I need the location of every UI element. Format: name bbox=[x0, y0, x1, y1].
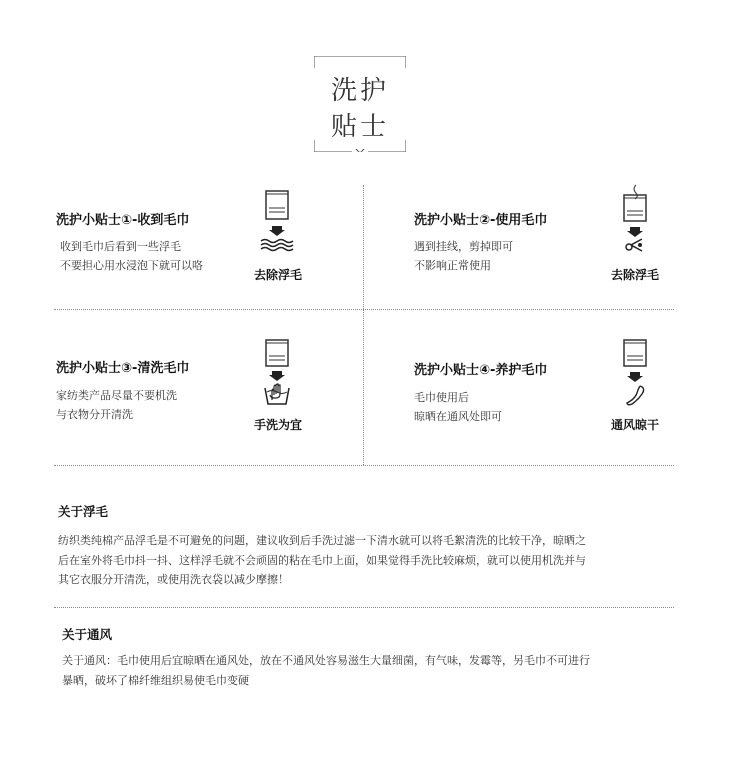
tip-desc-line: 收到毛巾后看到一些浮毛 bbox=[60, 240, 181, 253]
title-frame bbox=[314, 56, 406, 152]
section-line: 关于通风：毛巾使用后宜晾晒在通风处，放在不通风处容易滋生大量细菌，有气味，发霉等，另毛巾不可进行 bbox=[62, 654, 590, 667]
section-body bbox=[62, 651, 682, 690]
section-line: 纺织类纯棉产品浮毛是不可避免的问题，建议收到后手洗过滤一下清水就可以将毛絮清洗的比较干净，晾晒之 bbox=[58, 534, 586, 547]
towel-handwash-icon bbox=[253, 338, 303, 408]
title-line-1: 洗护 bbox=[330, 76, 389, 106]
tip-desc-line: 晾晒在通风处即可 bbox=[414, 410, 502, 423]
tip-title: 洗护小贴士②-使用毛巾 bbox=[414, 213, 548, 228]
section-title: 关于浮毛 bbox=[58, 504, 109, 519]
grid-bottom-divider bbox=[54, 465, 674, 466]
tip-desc-line: 遇到挂线，剪掉即可 bbox=[414, 240, 513, 253]
grid-vertical-divider bbox=[363, 185, 364, 465]
towel-airdry-icon bbox=[610, 338, 660, 408]
tip-desc-line: 毛巾使用后 bbox=[414, 391, 469, 404]
section-line: 暴晒，破坏了棉纤维组织易使毛巾变硬 bbox=[62, 673, 249, 687]
section-title: 关于通风 bbox=[62, 627, 113, 642]
tip-desc-line: 与衣物分开清洗 bbox=[56, 408, 133, 421]
section-line: 后在室外将毛巾抖一抖、这样浮毛就不会顽固的粘在毛巾上面，如果觉得手洗比较麻烦，就可以使用机洗并与 bbox=[58, 553, 586, 567]
towel-water-icon bbox=[253, 186, 303, 256]
tip-desc-line: 不影响正常使用 bbox=[414, 259, 491, 272]
grid-middle-divider bbox=[54, 309, 674, 310]
section-body bbox=[58, 531, 678, 590]
tip-title: 洗护小贴士①-收到毛巾 bbox=[56, 213, 190, 228]
tip-desc-line: 不要担心用水浸泡下就可以咯 bbox=[60, 259, 203, 272]
tip-title: 洗护小贴士③-清洗毛巾 bbox=[56, 361, 190, 376]
icon-label: 手洗为宜 bbox=[253, 418, 302, 432]
section-divider bbox=[54, 607, 674, 608]
icon-label: 去除浮毛 bbox=[610, 268, 659, 282]
tip-title: 洗护小贴士④-养护毛巾 bbox=[414, 363, 548, 378]
towel-scissors-icon bbox=[610, 183, 660, 253]
icon-label: 去除浮毛 bbox=[253, 268, 302, 282]
title-line-2: 贴士 bbox=[330, 112, 389, 142]
icon-label: 通风晾干 bbox=[610, 418, 659, 432]
tip-desc-line: 家纺类产品尽量不要机洗 bbox=[56, 389, 177, 402]
section-line: 其它衣服分开清洗，或使用洗衣袋以减少摩擦！ bbox=[58, 573, 289, 586]
